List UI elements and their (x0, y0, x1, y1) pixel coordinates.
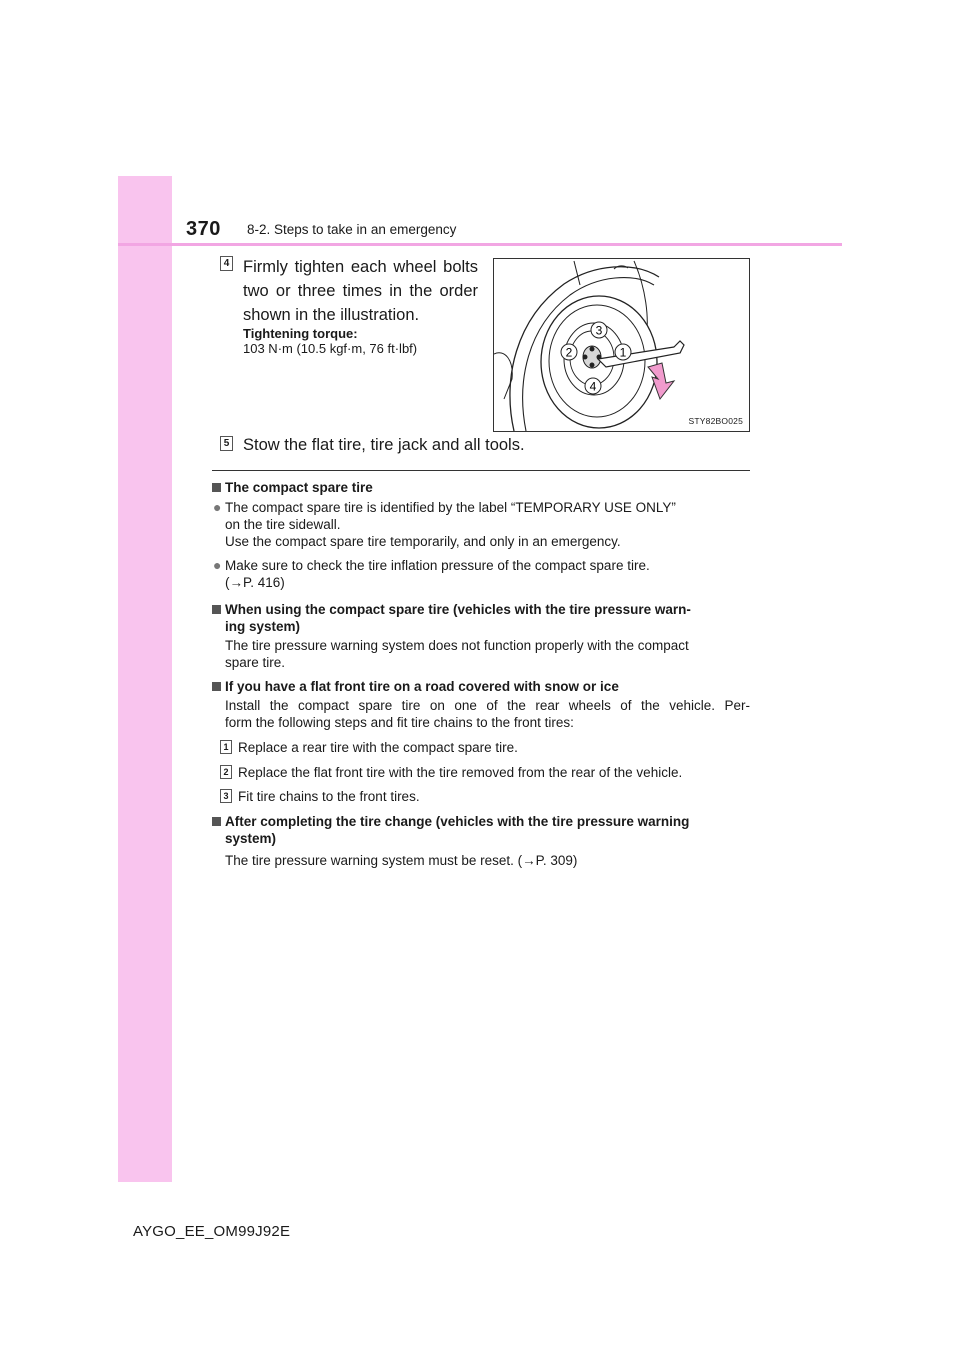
note-heading-after-line2: system) (225, 831, 277, 846)
torque-value: 103 N·m (10.5 kgf·m, 76 ft·lbf) (243, 341, 418, 356)
note-heading-after (212, 813, 750, 847)
snow-body (225, 697, 750, 731)
note-heading-spare (212, 479, 750, 496)
tpws-body-line2: spare tire. (225, 655, 286, 670)
spare-b2-line2[interactable]: (→P. 416) (225, 575, 285, 590)
page-sidebar-tab (118, 176, 172, 1182)
step-number-5: 5 (220, 436, 233, 451)
snow-step-2-text: Replace the flat front tire with the tire removed from the rear of the vehicle. (238, 765, 683, 780)
note-heading-snow (212, 678, 750, 695)
spare-b2-line1: Make sure to check the tire inflation pressure of the compact spare tire. (225, 558, 650, 573)
document-code: AYGO_EE_OM99J92E (133, 1223, 291, 1240)
tpws-body (225, 637, 750, 671)
snow-step-1-text: Replace a rear tire with the compact spare tire. (238, 740, 518, 755)
heading-square-icon (212, 682, 221, 691)
note-heading-tpws-line1: When using the compact spare tire (vehicles with the tire pressure warn- (225, 602, 691, 617)
step4-line1: Firmly tighten each wheel bolts (243, 258, 478, 276)
spare-b1-line1: The compact spare tire is identified by the label “TEMPORARY USE ONLY” (225, 500, 676, 515)
spare-b1-line3: Use the compact spare tire temporarily, and only in an emergency. (225, 534, 621, 549)
section-divider (212, 470, 750, 471)
torque-label: Tightening torque: (243, 326, 358, 341)
note-heading-tpws-line2: ing system) (225, 619, 301, 634)
wheel-illustration-drawing (494, 259, 749, 431)
figure-code: STY82BO025 (688, 416, 743, 426)
bullet-dot-icon: ● (213, 499, 222, 515)
bullet-dot-icon: ● (213, 557, 222, 573)
heading-square-icon (212, 605, 221, 614)
step-number-4: 4 (220, 256, 233, 271)
heading-square-icon (212, 817, 221, 826)
wheel-bolt-illustration (493, 258, 750, 432)
note-heading-after-line1: After completing the tire change (vehicles with the tire pressure warning (225, 814, 690, 829)
callout-4: 4 (589, 379, 597, 394)
snow-step-2-number: 2 (220, 765, 232, 779)
step4-line3: shown in the illustration. (243, 306, 420, 324)
heading-square-icon (212, 483, 221, 492)
header-rule (118, 243, 842, 246)
snow-step-3-number: 3 (220, 789, 232, 803)
snow-body-line1: Install the compact spare tire on one of the rear wheels of the vehicle. Per- (225, 698, 750, 713)
note-heading-spare-text: The compact spare tire (225, 480, 373, 495)
callout-3: 3 (595, 323, 603, 338)
note-heading-tpws (212, 601, 750, 635)
spare-b1-line2: on the tire sidewall. (225, 517, 341, 532)
after-body: The tire pressure warning system must be reset. (→P. 309) (225, 853, 578, 868)
callout-1: 1 (619, 345, 627, 360)
page-number: 370 (186, 218, 221, 240)
snow-step-1-number: 1 (220, 740, 232, 754)
note-heading-snow-text: If you have a flat front tire on a road covered with snow or ice (225, 679, 619, 694)
tpws-body-line1: The tire pressure warning system does not function properly with the compact (225, 638, 689, 653)
snow-body-line2: form the following steps and fit tire chains to the front tires: (225, 715, 574, 730)
snow-step-3-text: Fit tire chains to the front tires. (238, 789, 420, 804)
callout-2: 2 (565, 345, 573, 360)
section-title: 8-2. Steps to take in an emergency (247, 222, 457, 237)
step4-line2: two or three times in the order (243, 282, 478, 300)
step5-text: Stow the flat tire, tire jack and all tools. (243, 436, 525, 454)
